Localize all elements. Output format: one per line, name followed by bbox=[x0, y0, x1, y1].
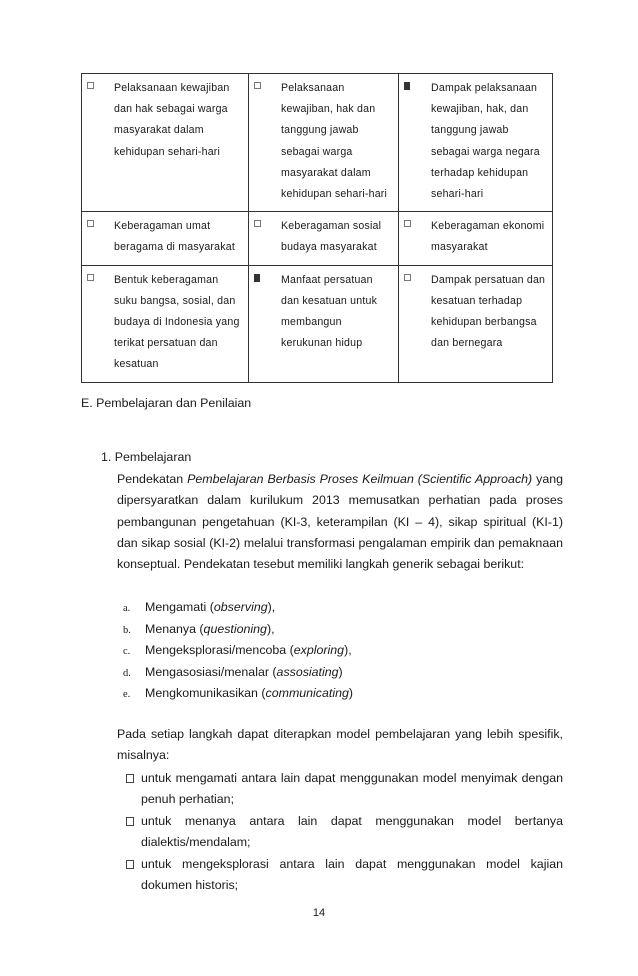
cell-text: Dampak persatuan dan kesatuan terhadap kehidupan berbangsa dan bernegara bbox=[431, 273, 546, 350]
table-cell bbox=[249, 74, 399, 212]
cell-text: Pelaksanaan kewajiban dan hak sebagai warga masyarakat dalam kehidupan sehari-hari bbox=[114, 82, 230, 158]
step-text: Mengeksplorasi/mencoba ( bbox=[145, 643, 294, 657]
step-text: Mengkomunikasikan ( bbox=[145, 686, 266, 700]
paragraph-text: Pendekatan bbox=[117, 472, 188, 486]
checkbox-icon bbox=[404, 220, 411, 227]
table-cell bbox=[399, 74, 553, 212]
section-heading: E. Pembelajaran dan Penilaian bbox=[81, 396, 252, 410]
square-bullet-icon bbox=[126, 774, 134, 783]
list-item bbox=[117, 662, 563, 684]
table-cell bbox=[82, 74, 249, 212]
table-cell bbox=[82, 265, 249, 382]
bullet-list bbox=[125, 768, 563, 896]
filled-box-icon bbox=[254, 274, 260, 282]
list-marker: e. bbox=[123, 689, 131, 700]
cell-text: Keberagaman ekonomi masyarakat bbox=[431, 220, 545, 254]
list-item bbox=[117, 619, 563, 641]
checkbox-icon bbox=[87, 220, 94, 227]
step-text: ) bbox=[348, 686, 354, 700]
step-text: Mengamati ( bbox=[145, 600, 214, 614]
table-cell bbox=[399, 265, 553, 382]
step-text: Menanya ( bbox=[145, 621, 204, 636]
intro-paragraph bbox=[117, 469, 563, 575]
table-row bbox=[82, 212, 553, 265]
list-marker: b. bbox=[123, 624, 131, 636]
table-cell bbox=[249, 212, 399, 265]
square-bullet-icon bbox=[126, 817, 134, 826]
list-item bbox=[125, 768, 563, 811]
step-text: ), bbox=[266, 621, 275, 636]
steps-list bbox=[117, 597, 563, 705]
paragraph-text: yang dipersyaratkan dalam kurilukum 2013 memusatkan perhatian pada proses pembangunan pengetahuan (KI-3, keterampilan (KI – 4), sikap spiritual (KI-1) dan sikap sosial (KI-2) melalui transformasi pengalaman empirik dan pemaknaan konseptual. Pendekatan tesebut memiliki langkah generik sebagai berikut: bbox=[117, 472, 563, 572]
competency-table bbox=[81, 73, 553, 383]
step-text: ), bbox=[344, 643, 352, 657]
list-item bbox=[117, 640, 563, 662]
cell-text: Bentuk keberagaman suku bangsa, sosial, dan budaya di Indonesia yang terikat persatuan dan kesatuan bbox=[114, 273, 240, 371]
table-cell bbox=[82, 212, 249, 265]
checkbox-icon bbox=[254, 220, 261, 227]
step-text: ) bbox=[338, 664, 343, 679]
step-emphasis: communicating bbox=[265, 686, 349, 700]
cell-text: Keberagaman sosial budaya masyarakat bbox=[281, 220, 382, 254]
step-emphasis: assosiating bbox=[276, 664, 339, 679]
step-emphasis: exploring bbox=[293, 643, 345, 657]
table-row bbox=[82, 265, 553, 382]
cell-text: Dampak pelaksanaan kewajiban, hak, dan tanggung jawab sebagai warga negara terhadap kehidupan sehari-hari bbox=[431, 82, 540, 201]
table-cell bbox=[399, 212, 553, 265]
step-emphasis: questioning bbox=[203, 621, 267, 636]
list-marker: c. bbox=[123, 646, 131, 657]
bullet-text: untuk menanya antara lain dapat menggunakan model bertanya dialektis/mendalam; bbox=[141, 813, 563, 850]
cell-text: Pelaksanaan kewajiban, hak dan tanggung jawab sebagai warga masyarakat dalam kehidupan sehari-hari bbox=[281, 82, 388, 201]
list-marker: d. bbox=[123, 667, 131, 679]
page-number: 14 bbox=[312, 907, 326, 919]
list-marker: a. bbox=[123, 603, 131, 614]
paragraph-emphasis: Pembelajaran Berbasis Proses Keilmuan (Scientific Approach) bbox=[187, 472, 533, 486]
filled-box-icon bbox=[404, 82, 410, 90]
step-text: ), bbox=[267, 600, 276, 614]
model-paragraph: Pada setiap langkah dapat diterapkan model pembelajaran yang lebih spesifik, misalnya: bbox=[117, 727, 563, 763]
list-item bbox=[117, 683, 563, 705]
bullet-text: untuk mengeksplorasi antara lain dapat menggunakan model kajian dokumen historis; bbox=[141, 856, 563, 893]
bullet-text: untuk mengamati antara lain dapat menggunakan model menyimak dengan penuh perhatian; bbox=[141, 771, 563, 807]
checkbox-icon bbox=[254, 82, 261, 89]
list-item bbox=[125, 811, 563, 854]
list-item bbox=[125, 854, 563, 897]
step-text: Mengasosiasi/menalar ( bbox=[145, 664, 277, 679]
square-bullet-icon bbox=[126, 860, 134, 869]
table-row bbox=[82, 74, 553, 212]
table-cell bbox=[249, 265, 399, 382]
sub-heading: 1. Pembelajaran bbox=[101, 450, 192, 464]
checkbox-icon bbox=[404, 274, 411, 281]
step-emphasis: observing bbox=[213, 600, 268, 614]
checkbox-icon bbox=[87, 274, 94, 281]
checkbox-icon bbox=[87, 82, 94, 89]
list-item bbox=[117, 597, 563, 619]
cell-text: Keberagaman umat beragama di masyarakat bbox=[114, 220, 235, 254]
cell-text: Manfaat persatuan dan kesatuan untuk membangun kerukunan hidup bbox=[281, 273, 378, 350]
